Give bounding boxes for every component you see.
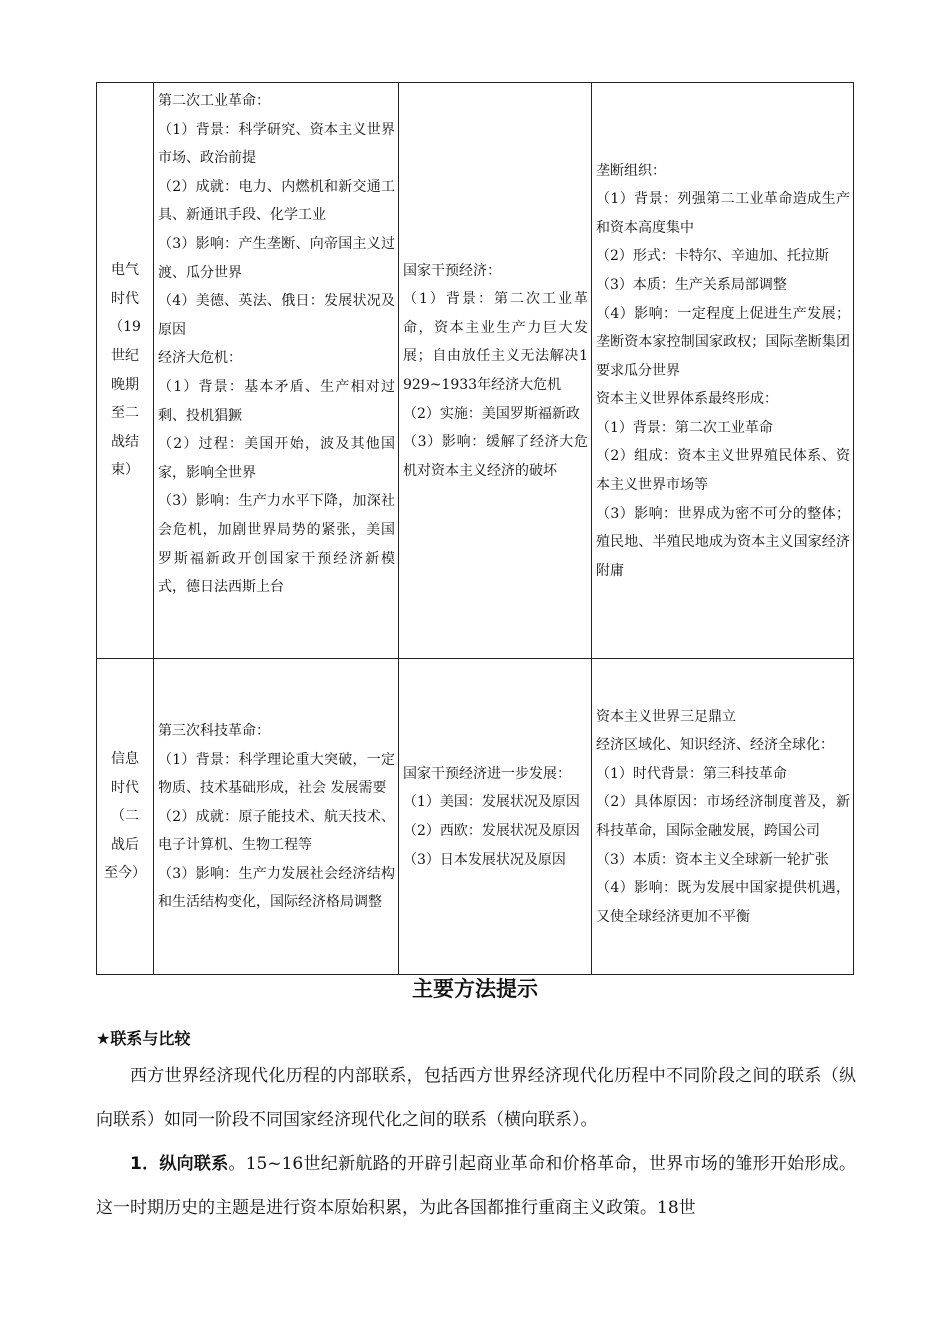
cell-text: （3）影响：产生垄断、向帝国主义过渡、瓜分世界 [158, 235, 395, 281]
cell-text: （1）背景：第二次工业革命，资本主业生产力巨大发展；自由放任主义无法解决1929~1933年经济大危机 [403, 291, 588, 393]
era-text: 晚期 [111, 376, 139, 393]
era-text: 至二 [111, 405, 139, 422]
era-text: 世纪 [111, 347, 139, 364]
cell-text: （1）背景：列强第二工业革命造成生产和资本高度集中 [596, 191, 850, 236]
subheading: ★联系与比较 [96, 1029, 191, 1048]
cell-text: 资本主义世界三足鼎立 [596, 708, 736, 725]
cell-text: （2）过程：美国开始，波及其他国家，影响全世界 [158, 436, 395, 481]
policy-cell [399, 83, 592, 659]
cell-text: （3）影响：缓解了经济大危机对资本主义经济的破坏 [403, 434, 588, 479]
cell-text: （1）背景：第二次工业革命 [596, 419, 773, 436]
era-text: 时代 [111, 290, 139, 307]
era-text: 战结 [111, 433, 139, 450]
table-row [97, 83, 854, 659]
paragraph-text: 。15~16世纪新航路的开辟引起商业革命和价格革命，世界市场的雏形开始形成。这一时期历史的主题是进行资本原始积累，为此各国都推行重商主义政策。18世 [96, 1154, 856, 1218]
cell-text: 第三次科技革命： [158, 722, 270, 739]
table-row [97, 659, 854, 975]
cell-text: （3）本质：资本主义全球新一轮扩张 [596, 851, 829, 868]
cell-text: （3）影响：世界成为密不可分的整体；殖民地、半殖民地成为资本主义国家经济附庸 [596, 505, 850, 579]
era-text: 电气 [111, 262, 139, 279]
cell-text: 资本主义世界体系最终形成： [596, 391, 778, 408]
cell-text: （3）本质：生产关系局部调整 [596, 276, 787, 293]
policy-cell [399, 659, 592, 975]
cell-text: 垄断组织： [596, 162, 666, 179]
cell-text: （2）成就：原子能技术、航天技术、电子计算机、生物工程等 [158, 808, 395, 854]
cell-text: 国家干预经济： [403, 262, 501, 279]
paragraph [96, 1142, 856, 1230]
comparison-table [96, 82, 853, 975]
cell-text: （3）影响：生产力水平下降，加深社会危机，加剧世界局势的紧张，美国罗斯福新政开创国家干预经济新模式，德日法西斯上台 [158, 493, 395, 596]
era-text: 至今） [104, 865, 146, 882]
cell-text: （4）影响：既为发展中国家提供机遇，又使全球经济更加不平衡 [596, 880, 850, 925]
cell-text: （1）背景：基本矛盾、生产相对过剩、投机猖獗 [158, 378, 395, 424]
cell-text: （2）西欧：发展状况及原因 [403, 823, 580, 839]
world-system-cell [592, 659, 854, 975]
cell-text: 国家干预经济进一步发展： [403, 765, 571, 782]
world-system-cell [592, 83, 854, 659]
cell-text: （2）实施：美国罗斯福新政 [403, 405, 580, 422]
cell-text: （2）成就：电力、内燃机和新交通工具、新通讯手段、化学工业 [158, 178, 395, 224]
cell-text: （2）具体原因：市场经济制度普及，新科技革命，国际金融发展，跨国公司 [596, 794, 850, 839]
cell-text: （4）影响：一定程度上促进生产发展；垄断资本家控制国家政权；国际垄断集团要求瓜分世界 [596, 305, 850, 379]
section-title: 主要方法提示 [412, 977, 538, 1001]
paragraph: 西方世界经济现代化历程的内部联系，包括西方世界经济现代化历程中不同阶段之间的联系（纵向联系）如同一阶段不同国家经济现代化之间的联系（横向联系）。 [96, 1066, 856, 1130]
era-text: （19 [109, 319, 141, 336]
cell-text: （3）影响：生产力发展社会经济结构和生活结构变化，国际经济格局调整 [158, 865, 395, 911]
era-text: （二 [111, 808, 139, 825]
cell-text: 经济大危机： [158, 350, 242, 367]
era-text: 时代 [111, 779, 139, 796]
cell-text: （3）日本发展状况及原因 [403, 851, 566, 868]
revolution-cell [154, 659, 399, 975]
cell-text: （1）时代背景：第三科技革命 [596, 765, 787, 782]
cell-text: （2）组成：资本主义世界殖民体系、资本主义世界市场等 [596, 448, 850, 494]
cell-text: （1）背景：科学研究、资本主义世界市场、政治前提 [158, 121, 395, 167]
cell-text: 经济区域化、知识经济、经济全球化： [596, 737, 834, 754]
paragraph-label: 1．纵向联系 [130, 1154, 229, 1174]
era-text: 战后 [111, 836, 139, 853]
era-text: 信息 [111, 751, 139, 768]
era-cell [97, 83, 154, 659]
revolution-cell [154, 83, 399, 659]
cell-text: （1）背景：科学理论重大突破，一定物质、技术基础形成，社会 发展需要 [158, 751, 395, 797]
cell-text: （4）美德、英法、俄日：发展状况及原因 [158, 293, 395, 338]
cell-text: （2）形式：卡特尔、辛迪加、托拉斯 [596, 248, 829, 265]
era-cell [97, 659, 154, 975]
cell-text: 第二次工业革命： [158, 93, 270, 109]
era-text: 束） [111, 462, 139, 479]
cell-text: （1）美国：发展状况及原因 [403, 794, 580, 811]
